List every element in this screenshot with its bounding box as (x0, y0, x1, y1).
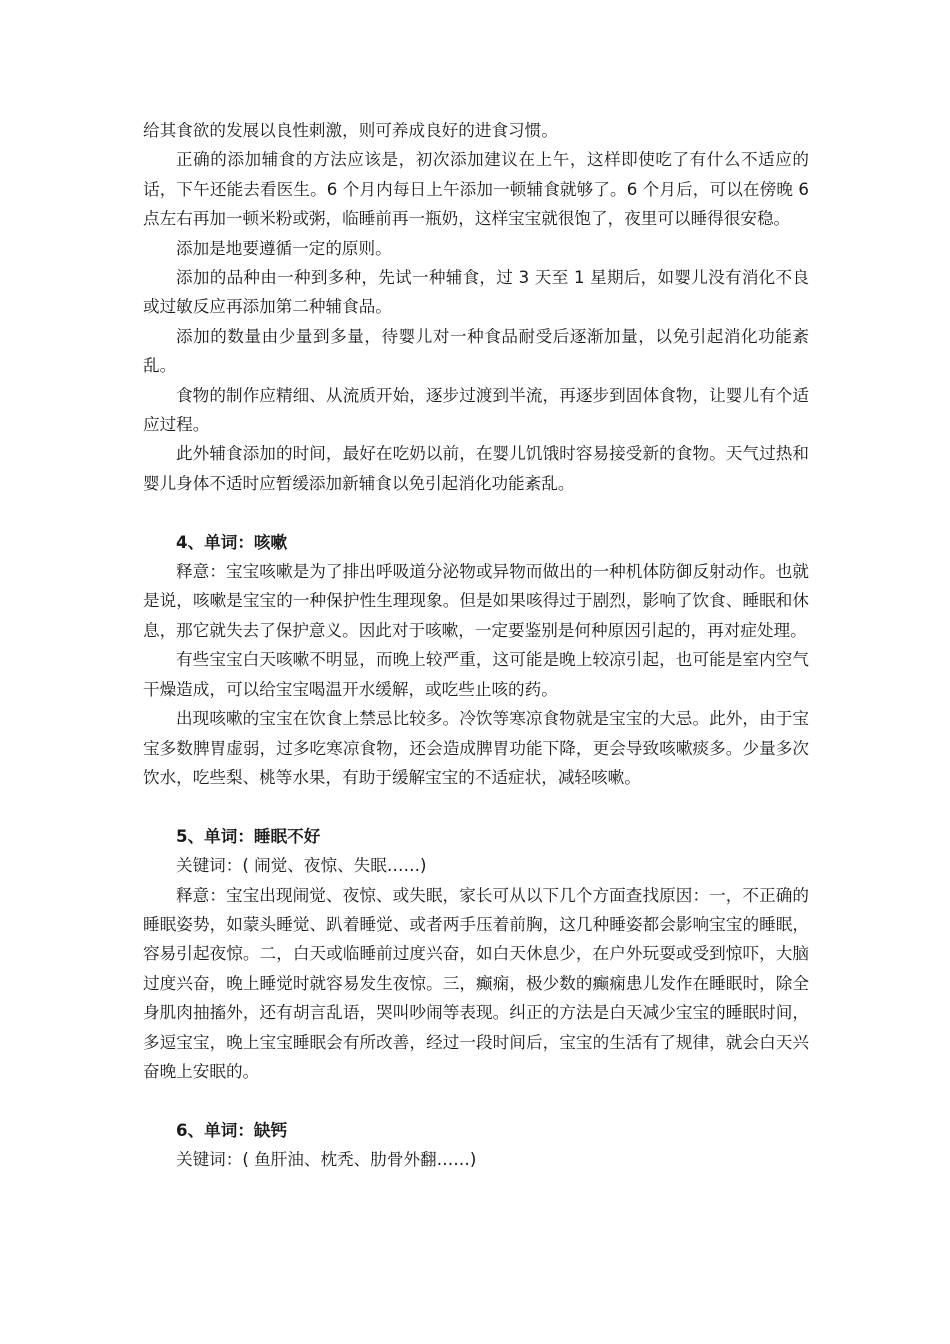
paragraph-quantity: 添加的数量由少量到多量，待婴儿对一种食品耐受后逐渐加量，以免引起消化功能紊乱。 (143, 326, 809, 376)
section-6-heading: 6、单词：缺钙 (176, 1120, 288, 1140)
section-5-definition: 释意：宝宝出现闹觉、夜惊、或失眠，家长可从以下几个方面查找原因：一，不正确的睡眠姿势，如蒙头睡觉、趴着睡觉、或者两手压着前胸，这几种睡姿都会影响宝宝的睡眠，容易引起夜惊。二，白天或临睡前过度兴奋，如白天休息少，在户外玩耍或受到惊吓，大脑过度兴奋，晚上睡觉时就容易发生夜惊。三，癫痫，极少数的癫痫患儿发作在睡眠时，除全身肌肉抽搐外，还有胡言乱语，哭叫吵闹等表现。纠正的方法是白天减少宝宝的睡眠时间，多逗宝宝，晚上宝宝睡眠会有所改善，经过一段时间后，宝宝的生活有了规律，就会白天兴奋晚上安眠的。 (143, 885, 809, 1081)
paragraph-variety: 添加的品种由一种到多种，先试一种辅食，过 3 天至 1 星期后，如婴儿没有消化不良或过敏反应再添加第二种辅食品。 (143, 268, 809, 317)
section-4-diet: 出现咳嗽的宝宝在饮食上禁忌比较多。冷饮等寒凉食物就是宝宝的大忌。此外，由于宝宝多数脾胃虚弱，过多吃寒凉食物，还会造成脾胃功能下降，更会导致咳嗽痰多。少量多次饮水，吃些梨、桃等水果，有助于缓解宝宝的不适症状，减轻咳嗽。 (143, 709, 809, 787)
section-4-definition: 释意：宝宝咳嗽是为了排出呼吸道分泌物或异物而做出的一种机体防御反射动作。也就是说，咳嗽是宝宝的一种保护性生理现象。但是如果咳得过于剧烈，影响了饮食、睡眠和休息，那它就失去了保护意义。因此对于咳嗽，一定要鉴别是何种原因引起的，再对症处理。 (143, 562, 809, 640)
paragraph-timing: 此外辅食添加的时间，最好在吃奶以前，在婴儿饥饿时容易接受新的食物。天气过热和婴儿身体不适时应暂缓添加新辅食以免引起消化功能紊乱。 (143, 444, 809, 493)
paragraph-method: 正确的添加辅食的方法应该是，初次添加建议在上午，这样即使吃了有什么不适应的话，下午还能去看医生。6 个月内每日上午添加一顿辅食就够了。6 个月后，可以在傍晚 6 点左右再加一顿米粉或粥，临睡前再一瓶奶，这样宝宝就很饱了，夜里可以睡得很安稳。 (143, 150, 809, 229)
section-5-heading: 5、单词：睡眠不好 (176, 826, 321, 846)
section-6-keywords: 关键词：( 鱼肝油、枕秃、肋骨外翻……) (176, 1150, 477, 1170)
section-spacer (143, 1086, 809, 1115)
paragraph-texture: 食物的制作应精细、从流质开始，逐步过渡到半流，再逐步到固体食物，让婴儿有个适应过程。 (143, 385, 809, 435)
section-4-heading: 4、单词：咳嗽 (176, 532, 288, 552)
section-5-keywords: 关键词：( 闹觉、夜惊、失眠……) (176, 856, 427, 876)
paragraph-principle: 添加是地要遵循一定的原则。 (176, 238, 392, 258)
section-spacer (143, 792, 809, 821)
document-page (143, 116, 809, 1175)
paragraph-intro: 给其食欲的发展以良性刺激，则可养成良好的进食习惯。 (143, 121, 558, 140)
section-spacer (143, 498, 809, 527)
section-4-night-cough: 有些宝宝白天咳嗽不明显，而晚上较严重，这可能是晚上较凉引起，也可能是室内空气干燥造成，可以给宝宝喝温开水缓解，或吃些止咳的药。 (143, 650, 809, 699)
